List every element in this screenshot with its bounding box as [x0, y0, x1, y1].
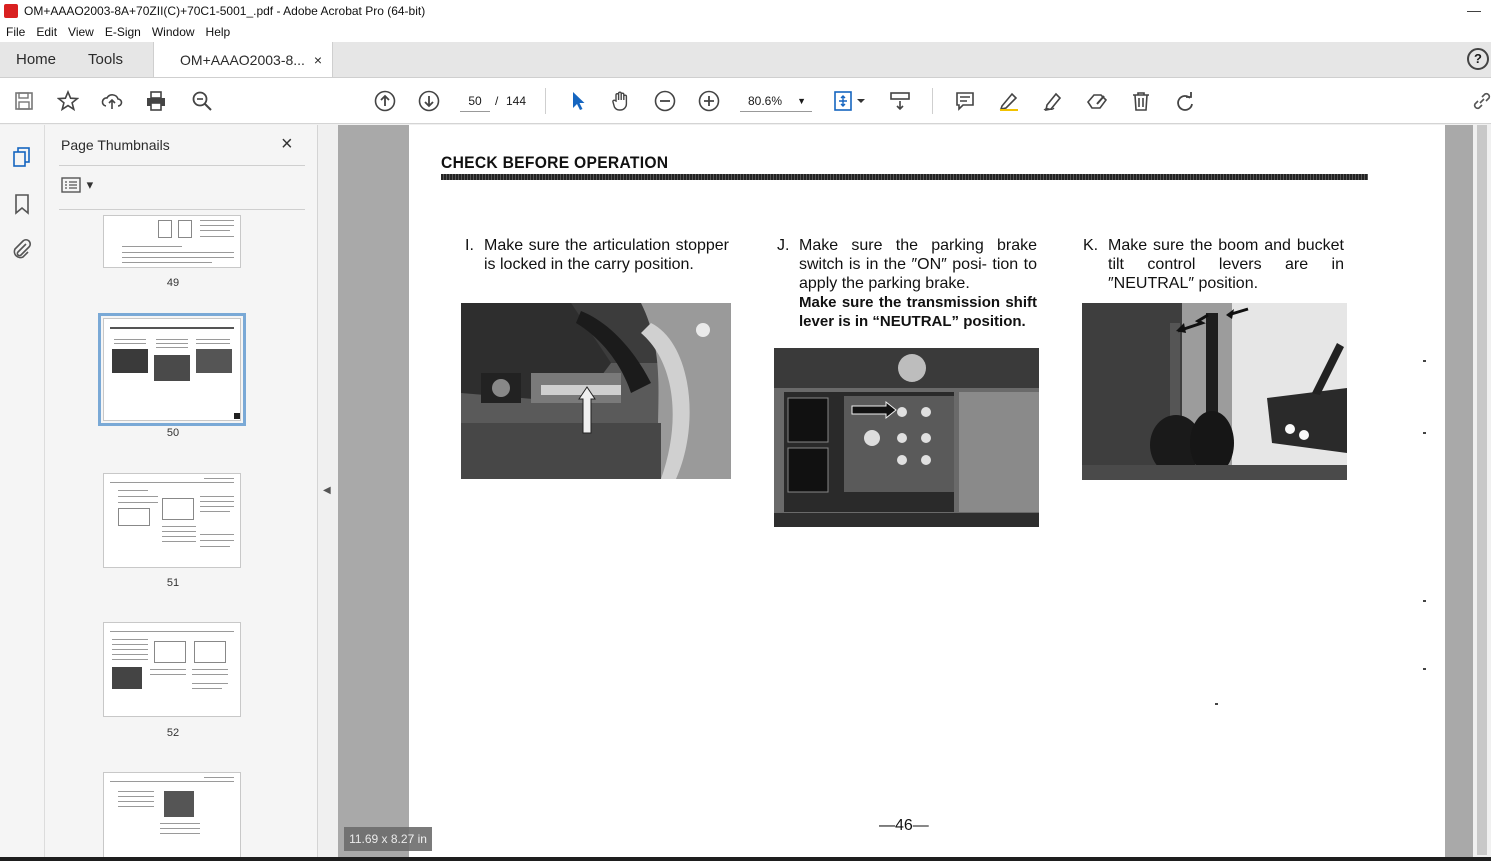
zoom-level-dropdown[interactable]	[740, 90, 812, 112]
share-link-icon[interactable]	[1470, 89, 1491, 113]
title-bar	[0, 0, 1491, 22]
tab-tools[interactable]: Tools	[88, 51, 124, 68]
scrolling-mode-icon[interactable]	[888, 89, 912, 113]
thumbnail-page[interactable]	[103, 473, 241, 568]
select-cursor-icon[interactable]	[566, 89, 590, 113]
page-separator: /	[495, 94, 499, 108]
bookmarks-icon[interactable]	[10, 192, 34, 216]
tab-home[interactable]: Home	[16, 51, 57, 68]
heading-rule	[441, 174, 1368, 180]
tab-document-label: OM+AAAO2003-8...	[180, 51, 305, 68]
menu-file[interactable]: File	[6, 25, 26, 39]
instruction-j	[777, 236, 1042, 336]
fit-page-icon[interactable]	[832, 89, 868, 113]
page-heading: CHECK BEFORE OPERATION	[441, 153, 669, 172]
thumbnails-panel	[45, 125, 318, 861]
help-icon[interactable]: ?	[1467, 48, 1489, 70]
thumbnail-list	[45, 215, 295, 861]
menu-view[interactable]: View	[68, 25, 94, 39]
panel-title: Page Thumbnails	[61, 137, 170, 153]
edit-stamp-icon[interactable]	[1085, 89, 1109, 113]
minimize-icon[interactable]: —	[1467, 2, 1481, 18]
window-title: OM+AAAO2003-8A+70ZII(C)+70C1-5001_.pdf - Adobe Acrobat Pro (64-bit)	[24, 4, 426, 18]
tab-bar	[0, 42, 1491, 78]
thumbnail-page[interactable]	[103, 215, 241, 268]
instruction-text: Make sure the articulation stopper is locked in the carry position.	[484, 237, 729, 273]
chevron-down-icon: ▼	[797, 96, 806, 106]
thumbnail-page-number: 49	[166, 277, 180, 289]
panel-divider	[59, 209, 305, 210]
instruction-i	[465, 236, 730, 306]
redo-rotate-icon[interactable]	[1173, 89, 1197, 113]
toolbar-divider	[932, 88, 933, 114]
acrobat-logo-icon	[4, 4, 18, 18]
instruction-label: K.	[1083, 237, 1099, 254]
delete-trash-icon[interactable]	[1129, 89, 1153, 113]
thumbnail-page-selected[interactable]	[103, 318, 241, 421]
parking-brake-switch-photo	[774, 348, 1039, 527]
pdf-page	[409, 125, 1445, 861]
articulation-stopper-photo	[461, 303, 731, 479]
menu-edit[interactable]: Edit	[36, 25, 58, 39]
page-thumbnails-icon[interactable]	[10, 145, 34, 169]
print-icon[interactable]	[144, 89, 168, 113]
collapse-panel-icon[interactable]: ◀	[323, 485, 331, 496]
draw-sign-icon[interactable]	[1041, 89, 1065, 113]
save-icon[interactable]	[12, 89, 36, 113]
thumbnail-page-number: 51	[166, 577, 180, 589]
zoom-search-icon[interactable]	[190, 89, 214, 113]
hand-tool-icon[interactable]	[609, 89, 633, 113]
previous-page-icon[interactable]	[373, 89, 397, 113]
menu-bar	[0, 22, 1491, 42]
zoom-in-icon[interactable]	[697, 89, 721, 113]
menu-window[interactable]: Window	[151, 25, 195, 39]
options-list-icon	[61, 177, 81, 193]
toolbar-divider	[545, 88, 546, 114]
total-pages: 144	[506, 94, 527, 108]
instruction-label: I.	[465, 237, 474, 254]
next-page-icon[interactable]	[417, 89, 441, 113]
main-toolbar	[0, 78, 1491, 124]
thumbnail-options-menu[interactable]	[61, 177, 93, 196]
comment-icon[interactable]	[953, 89, 977, 113]
navigation-rail	[0, 125, 45, 861]
thumbnail-page[interactable]	[103, 622, 241, 717]
control-levers-photo	[1082, 303, 1347, 480]
thumbnail-page-number: 52	[166, 727, 180, 739]
highlight-pen-icon[interactable]	[997, 89, 1021, 113]
bookmark-star-icon[interactable]	[56, 89, 80, 113]
tab-document[interactable]	[153, 42, 333, 77]
chevron-down-icon: ▾	[86, 177, 94, 192]
document-viewer[interactable]	[338, 125, 1491, 861]
tab-close-icon[interactable]: ×	[313, 51, 323, 68]
menu-esign[interactable]: E-Sign	[104, 25, 141, 39]
instruction-label: J.	[777, 237, 790, 254]
page-footer-number: —46—	[879, 817, 929, 834]
scrollbar-thumb[interactable]	[1477, 125, 1487, 855]
zoom-level-value: 80.6%	[748, 94, 783, 108]
close-panel-icon[interactable]: ×	[281, 133, 293, 155]
page-size-indicator: 11.69 x 8.27 in	[344, 827, 432, 851]
document-scrollbar[interactable]	[1473, 125, 1491, 861]
instruction-k	[1083, 236, 1345, 306]
thumbnail-page-number: 50	[166, 427, 180, 439]
panel-divider	[59, 165, 305, 166]
instruction-text-bold: Make sure the transmission shift lever is in “NEUTRAL” position.	[799, 294, 1037, 330]
taskbar-edge	[0, 857, 1491, 861]
thumbnail-page[interactable]	[103, 772, 241, 861]
page-number-input[interactable]: 50	[460, 90, 490, 112]
instruction-text: Make sure the parking brake switch is in the ″ON″ posi- tion to apply the parking brake.	[799, 237, 1037, 292]
attachments-paperclip-icon[interactable]	[10, 237, 34, 261]
zoom-out-icon[interactable]	[653, 89, 677, 113]
upload-cloud-icon[interactable]	[100, 89, 124, 113]
instruction-text: Make sure the boom and bucket tilt control levers are in ″NEUTRAL″ position.	[1108, 237, 1344, 292]
menu-help[interactable]: Help	[205, 25, 231, 39]
